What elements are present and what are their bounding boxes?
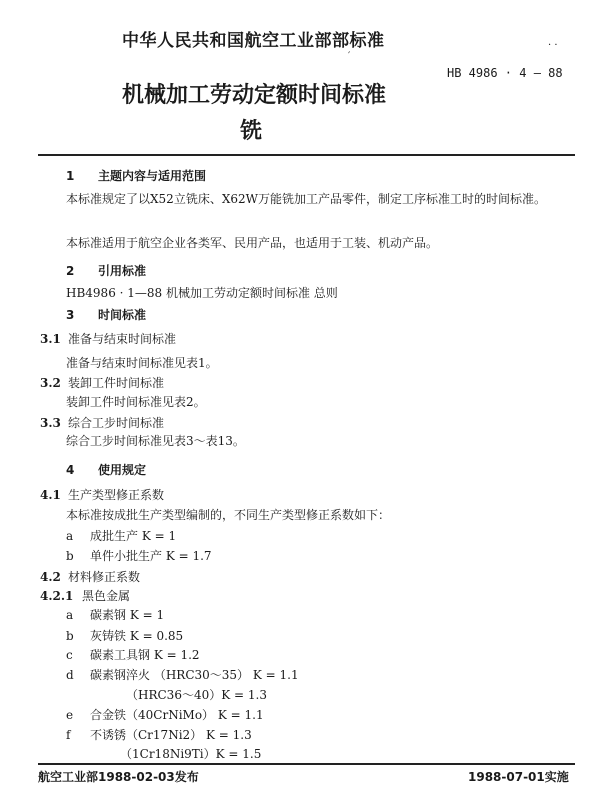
subsection-3-3-heading [40,414,164,432]
paragraph-text: 本标准规定了以X52立铣床、X62W万能铣加工产品零件，制定工序标准工时的时间标准。 [66,192,546,206]
subsection-title: 生产类型修正系数 [68,488,165,502]
footer-divider [38,763,575,765]
scan-speck: ′ [348,51,351,62]
scan-speck: · · [548,40,558,51]
list-letter: e [66,708,74,722]
list-letter: b [66,549,74,563]
list-text: 成批生产 K = 1 [90,529,177,543]
list-letter: a [66,608,74,622]
subsection-title: 材料修正系数 [68,570,141,584]
list-item [66,666,299,684]
document-title: 机械加工劳动定额时间标准 [122,83,387,108]
section-title: 主题内容与适用范围 [98,169,207,183]
subsection-number: 3.1 [40,332,61,346]
subsection-3-2-heading [40,374,164,392]
subsection-4-1-text: 本标准按成批生产类型编制的，不同生产类型修正系数如下： [66,508,391,522]
list-item [66,547,212,565]
list-item [66,646,200,664]
subsection-number: 3.2 [40,376,61,390]
list-item [66,726,252,744]
list-item-continuation [126,686,267,704]
subsection-4-1-heading [40,486,164,504]
list-text: （1Cr18Ni9Ti）K = 1.5 [120,747,262,761]
section-number: 3 [66,308,75,322]
document-subtitle: 铣 [240,119,263,144]
reference-standard: HB4986 · 1—88 机械加工劳动定额时间标准 总则 [66,286,338,300]
subsection-title: 黑色金属 [82,589,131,603]
section-3-heading [66,306,146,323]
issue-date: 航空工业部1988-02-03发布 [38,770,199,784]
list-item-continuation [120,745,261,763]
list-item [66,706,264,724]
list-text: 碳素钢 K = 1 [90,608,165,622]
subsection-number: 4.2.1 [40,589,74,603]
list-text: 碳素工具钢 K = 1.2 [90,648,200,662]
subsection-number: 3.3 [40,416,61,430]
subsection-4-2-1-heading [40,587,130,605]
section-number: 2 [66,264,75,278]
subsection-title: 综合工步时间标准 [68,416,165,430]
subsection-number: 4.2 [40,570,61,584]
list-text: 灰铸铁 K = 0.85 [90,629,184,643]
list-text: （HRC36～40）K = 1.3 [126,688,267,702]
list-letter: d [66,668,74,682]
section-number: 1 [66,169,75,183]
list-item [66,627,183,645]
section-1-heading [66,167,206,184]
subsection-3-2-text: 装卸工件时间标准见表2。 [66,395,206,409]
list-text: 合金铁（40CrNiMo） K = 1.1 [90,708,264,722]
subsection-3-3-text: 综合工步时间标准见表3～表13。 [66,434,245,448]
list-letter: a [66,529,74,543]
section-4-heading [66,461,146,478]
subsection-number: 4.1 [40,488,61,502]
section-title: 使用规定 [98,463,147,477]
list-item [66,527,176,545]
section-1-paragraph-1 [66,190,586,208]
subsection-title: 装卸工件时间标准 [68,376,165,390]
list-letter: b [66,629,74,643]
standard-code: HB 4986 · 4 — 88 [447,66,563,80]
section-title: 时间标准 [98,308,147,322]
subsection-3-1-heading [40,330,176,348]
section-1-paragraph-2: 本标准适用于航空企业各类军、民用产品，也适用于工装、机动产品。 [66,236,439,250]
subsection-4-2-heading [40,568,140,586]
effective-date: 1988-07-01实施 [468,770,569,784]
section-number: 4 [66,463,75,477]
list-text: 碳素钢淬火 （HRC30～35） K = 1.1 [90,668,299,682]
subsection-title: 准备与结束时间标准 [68,332,177,346]
list-text: 单件小批生产 K = 1.7 [90,549,212,563]
section-2-heading [66,262,146,279]
subsection-3-1-text: 准备与结束时间标准见表1。 [66,356,218,370]
list-text: 不诱锈（Cr17Ni2） K = 1.3 [90,728,252,742]
list-item [66,606,164,624]
section-title: 引用标准 [98,264,147,278]
list-letter: f [66,728,71,742]
list-letter: c [66,648,73,662]
header-divider [38,154,575,156]
ministry-heading: 中华人民共和国航空工业部部标准 [122,31,385,51]
